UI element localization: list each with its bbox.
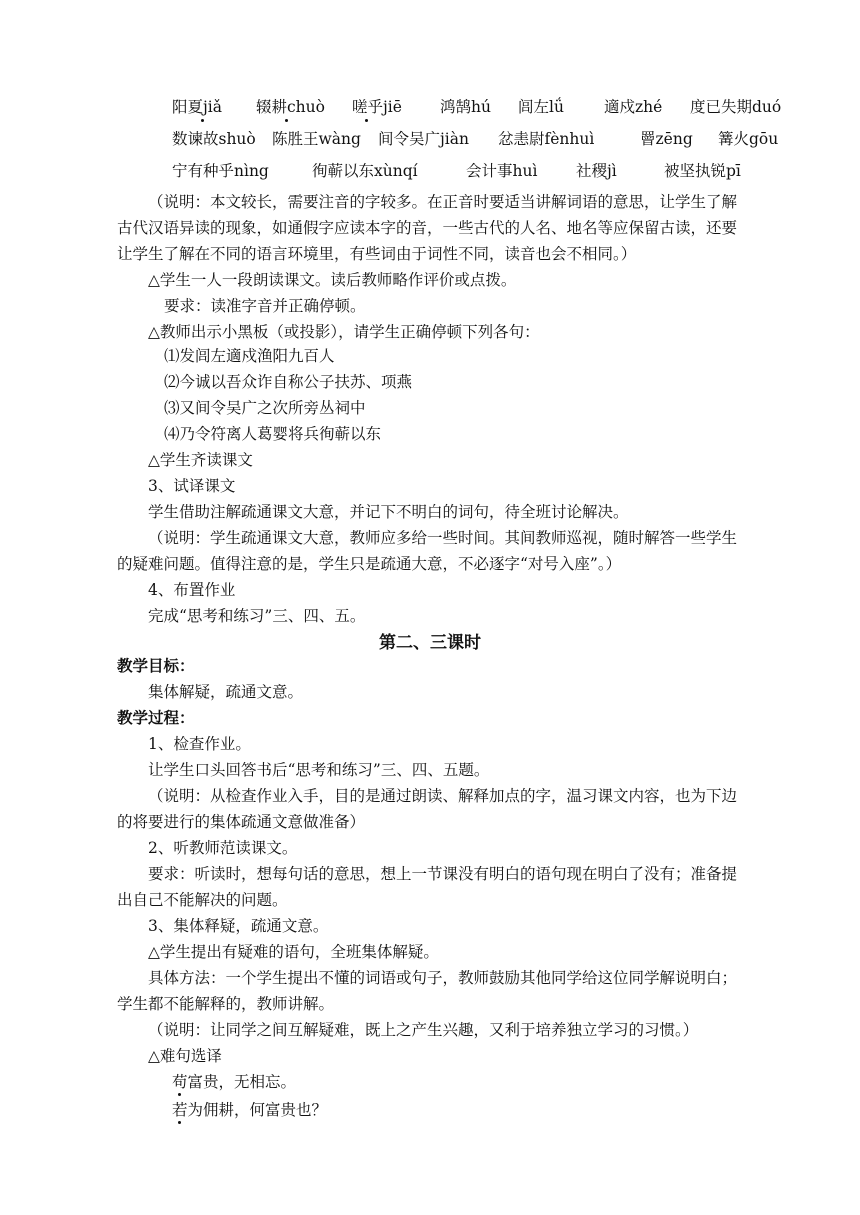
pinyin-item: 被坚执锐pī bbox=[664, 162, 741, 180]
pinyin-item: 徇蕲以东xùnqí bbox=[312, 162, 418, 180]
pinyin-item: 社稷jì bbox=[576, 162, 617, 180]
pinyin-item: 数谏故shuò bbox=[172, 130, 256, 148]
pinyin-item: 间令吴广jiàn bbox=[378, 130, 469, 148]
section-heading: 第二、三课时 bbox=[379, 633, 481, 653]
pinyin-item: 篝火gōu bbox=[718, 130, 779, 148]
step-title: 4、布置作业 bbox=[148, 581, 236, 599]
body-line: 完成“思考和练习”三、四、五。 bbox=[148, 607, 366, 625]
emphasis-dot bbox=[365, 119, 368, 122]
pinyin-item: 鸿鹄hú bbox=[440, 98, 491, 116]
body-line: 要求：听读时，想每句话的意思，想上一节课没有明白的语句现在明白了没有；准备提 bbox=[148, 865, 738, 883]
pinyin-item: 辍耕chuò bbox=[256, 98, 325, 116]
note-line: （说明：从检查作业入手，目的是通过朗读、解释加点的字，温习课文内容，也为下边 bbox=[148, 787, 738, 805]
step-title: 3、试译课文 bbox=[148, 477, 236, 495]
step-title: 3、集体释疑，疏通文意。 bbox=[148, 917, 329, 935]
body-line: △学生一人一段朗读课文。读后教师略作评价或点拨。 bbox=[148, 271, 517, 289]
pinyin-item: 阳夏jiǎ bbox=[172, 98, 223, 116]
note-line: （说明：让同学之间互解疑难，既上之产生兴趣，又利于培养独立学习的习惯。） bbox=[148, 1021, 699, 1039]
example-sentence: 苟富贵，无相忘。 bbox=[172, 1073, 297, 1091]
note-line: 的将要进行的集体疏通文意做准备） bbox=[117, 813, 366, 831]
sentence-item: ⑵今诚以吾众诈自称公子扶苏、项燕 bbox=[164, 373, 413, 391]
body-line: △学生提出有疑难的语句，全班集体解疑。 bbox=[148, 943, 439, 961]
sentence-item: ⑷乃令符离人葛婴将兵徇蕲以东 bbox=[164, 425, 382, 443]
sentence-item: ⑴发闾左適戍渔阳九百人 bbox=[164, 347, 335, 365]
note-line: 的疑难问题。值得注意的是，学生只是疏通大意，不必逐字“对号入座”。） bbox=[117, 555, 622, 573]
sentence-item: ⑶又间令吴广之次所旁丛祠中 bbox=[164, 399, 366, 417]
pinyin-item: 適戍zhé bbox=[604, 98, 663, 116]
body-line: 要求：读准字音并正确停顿。 bbox=[164, 297, 366, 315]
pinyin-item: 罾zēng bbox=[640, 130, 693, 148]
pinyin-item: 宁有种乎nìng bbox=[172, 162, 269, 180]
body-line: △教师出示小黑板（或投影），请学生正确停顿下列各句： bbox=[148, 323, 540, 341]
pinyin-item: 陈胜王wàng bbox=[272, 130, 361, 148]
emphasis-dot bbox=[178, 1121, 181, 1124]
note-line: 古代汉语异读的现象，如通假字应读本字的音，一些古代的人名、地名等应保留古读，还要 bbox=[117, 219, 738, 237]
body-line: 让学生口头回答书后“思考和练习”三、四、五题。 bbox=[148, 761, 490, 779]
pinyin-item: 会计事huì bbox=[466, 162, 538, 180]
pinyin-item: 忿恚尉fènhuì bbox=[498, 130, 595, 148]
emphasis-dot bbox=[178, 1093, 181, 1096]
label-objectives: 教学目标： bbox=[117, 656, 195, 675]
note-line: （说明：学生疏通课文大意，教师应多给一些时间。其间教师巡视，随时解答一些学生 bbox=[148, 529, 738, 547]
body-line: △学生齐读课文 bbox=[148, 451, 253, 469]
body-line: 具体方法：一个学生提出不懂的词语或句子，教师鼓励其他同学给这位同学解说明白； bbox=[148, 969, 738, 987]
body-line: △难句选译 bbox=[148, 1047, 222, 1065]
note-line: 让学生了解在不同的语言环境里，有些词由于词性不同，读音也会不相同。） bbox=[117, 245, 637, 263]
pinyin-item: 度已失期duó bbox=[690, 98, 782, 116]
label-process: 教学过程： bbox=[117, 708, 195, 727]
emphasis-dot bbox=[201, 119, 204, 122]
body-line: 集体解疑，疏通文意。 bbox=[148, 683, 304, 701]
emphasis-dot bbox=[285, 119, 288, 122]
body-line: 出自己不能解决的问题。 bbox=[117, 891, 288, 909]
body-line: 学生都不能解释的，教师讲解。 bbox=[117, 995, 335, 1013]
body-line: 学生借助注解疏通课文大意，并记下不明白的词句，待全班讨论解决。 bbox=[148, 503, 629, 521]
pinyin-item: 闾左lǘ bbox=[518, 98, 564, 116]
note-line: （说明：本文较长，需要注音的字较多。在正音时要适当讲解词语的意思，让学生了解 bbox=[148, 193, 738, 211]
step-title: 2、听教师范读课文。 bbox=[148, 839, 298, 857]
example-sentence: 若为佣耕，何富贵也？ bbox=[172, 1101, 328, 1119]
step-title: 1、检查作业。 bbox=[148, 735, 251, 753]
pinyin-item: 嗟乎jiē bbox=[352, 98, 402, 116]
